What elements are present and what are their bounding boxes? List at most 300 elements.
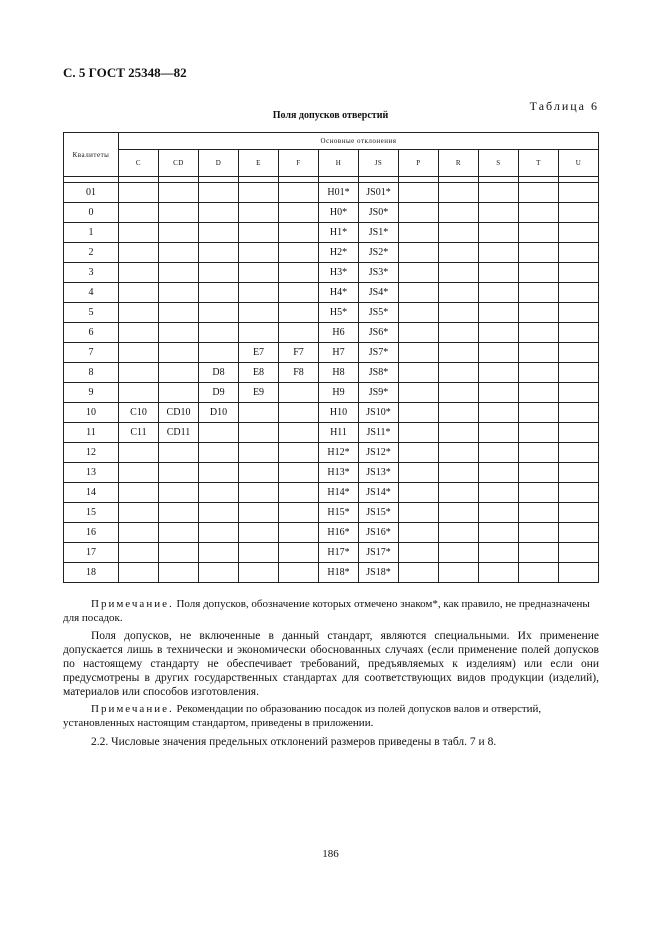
tolerance-cell: H9 [319,383,359,403]
grade-cell: 8 [64,363,119,383]
tolerance-cell: H2* [319,243,359,263]
tolerance-cell [159,243,199,263]
table-row [64,263,599,283]
tolerance-cell [479,183,519,203]
tolerance-cell [559,203,599,223]
grade-cell: 14 [64,483,119,503]
tolerance-cell [479,503,519,523]
tolerance-cell [159,363,199,383]
tolerance-cell [559,283,599,303]
tolerance-cell [479,223,519,243]
tolerance-cell [119,203,159,223]
tolerance-cell [239,483,279,503]
tolerance-cell [159,543,199,563]
tolerance-cell [519,503,559,523]
column-header-r: R [439,150,479,177]
tolerance-cell [279,523,319,543]
tolerance-cell [279,223,319,243]
tolerance-cell [479,523,519,543]
tolerance-cell [399,363,439,383]
tolerance-cell [559,243,599,263]
tolerance-cell: JS15* [359,503,399,523]
tolerance-cell [519,363,559,383]
grade-cell: 10 [64,403,119,423]
tolerance-fields-table [63,132,599,583]
tolerance-cell [119,223,159,243]
tolerance-cell: E9 [239,383,279,403]
table-row [64,183,599,203]
tolerance-cell [439,183,479,203]
tolerance-cell [279,323,319,343]
table-row [64,243,599,263]
tolerance-cell [159,223,199,243]
tolerance-cell: JS1* [359,223,399,243]
tolerance-cell [119,543,159,563]
grade-cell: 17 [64,543,119,563]
tolerance-cell [439,243,479,263]
tolerance-cell [239,503,279,523]
tolerance-cell [239,223,279,243]
tolerance-cell [239,263,279,283]
tolerance-cell [159,283,199,303]
tolerance-cell [239,423,279,443]
tolerance-cell [119,303,159,323]
table-row [64,283,599,303]
tolerance-cell: F7 [279,343,319,363]
tolerance-cell [399,303,439,323]
page-number: 186 [322,848,339,860]
tolerance-cell [279,423,319,443]
tolerance-cell [199,483,239,503]
tolerance-cell [119,283,159,303]
tolerance-cell [399,223,439,243]
tolerance-cell [439,543,479,563]
tolerance-cell [559,463,599,483]
tolerance-cell: JS6* [359,323,399,343]
tolerance-cell [119,463,159,483]
grade-cell: 15 [64,503,119,523]
tolerance-cell [239,183,279,203]
tolerance-cell [239,203,279,223]
tolerance-cell [479,343,519,363]
tolerance-cell [279,463,319,483]
tolerance-cell [279,543,319,563]
tolerance-cell [519,403,559,423]
tolerance-cell [199,343,239,363]
tolerance-cell: H4* [319,283,359,303]
group-header-cell: Основные отклонения [119,133,599,150]
tolerance-cell [559,403,599,423]
note-2 [63,702,599,730]
tolerance-cell [119,523,159,543]
tolerance-cell [239,543,279,563]
tolerance-cell: H11 [319,423,359,443]
tolerance-cell [439,483,479,503]
paragraph-special-fields: Поля допусков, не включенные в данный стандарт, являются специальными. Их применение допускается лишь в технически и экономически обоснованных случаях (если применение полей допусков по настоящему стандарту не обеспечивает требований, предъявляемых к изделиям) или если они предусмотрены в других государственных стандартах для соответствующих видов продукции (изделий), материалов или способов изготовления. [63,630,599,698]
grade-cell: 01 [64,183,119,203]
note-2-label: Примечание. [91,703,174,715]
tolerance-cell [559,343,599,363]
tolerance-cell [399,323,439,343]
tolerance-cell [119,383,159,403]
table-row [64,523,599,543]
tolerance-cell [559,323,599,343]
tolerance-cell [279,403,319,423]
note-1-text: Поля допусков, обозначение которых отмечено знаком*, как правило, не предназначены для посадок. [63,598,590,624]
table-row [64,543,599,563]
tolerance-cell: C10 [119,403,159,423]
table-row [64,203,599,223]
tolerance-cell [439,563,479,583]
grade-cell: 3 [64,263,119,283]
tolerance-cell [519,463,559,483]
column-header-cd: CD [159,150,199,177]
tolerance-cell: H17* [319,543,359,563]
table-caption: Поля допусков отверстий [272,110,389,121]
tolerance-cell [519,563,559,583]
tolerance-cell [399,203,439,223]
tolerance-cell: JS16* [359,523,399,543]
tolerance-cell [559,483,599,503]
tolerance-cell: JS14* [359,483,399,503]
tolerance-cell [519,203,559,223]
tolerance-cell [519,543,559,563]
table-row [64,303,599,323]
grade-cell: 1 [64,223,119,243]
tolerance-cell [519,183,559,203]
tolerance-cell [399,483,439,503]
grade-cell: 12 [64,443,119,463]
tolerance-cell [119,323,159,343]
page-header-title: С. 5 ГОСТ 25348—82 [63,65,187,80]
tolerance-cell [439,263,479,283]
table-row [64,223,599,243]
tolerance-cell: JS17* [359,543,399,563]
table-row [64,363,599,383]
tolerance-cell [439,323,479,343]
tolerance-cell [559,303,599,323]
tolerance-cell [119,343,159,363]
grade-cell: 9 [64,383,119,403]
tolerance-cell [159,323,199,343]
tolerance-cell [399,183,439,203]
tolerance-cell [239,323,279,343]
tolerance-cell [239,283,279,303]
tolerance-cell: JS7* [359,343,399,363]
tolerance-cell: H10 [319,403,359,423]
tolerance-cell [519,443,559,463]
tolerance-cell [559,523,599,543]
tolerance-cell [119,243,159,263]
tolerance-cell: JS13* [359,463,399,483]
tolerance-cell: D10 [199,403,239,423]
tolerance-cell [479,403,519,423]
tolerance-cell [159,183,199,203]
tolerance-cell [559,263,599,283]
tolerance-cell: JS5* [359,303,399,323]
tolerance-cell [159,503,199,523]
column-header-h: H [319,150,359,177]
tolerance-cell: JS8* [359,363,399,383]
tolerance-cell [399,343,439,363]
tolerance-cell [479,203,519,223]
tolerance-cell [479,283,519,303]
tolerance-cell: CD10 [159,403,199,423]
tolerance-cell [519,343,559,363]
tolerance-cell [239,463,279,483]
tolerance-cell [279,443,319,463]
tolerance-cell: H18* [319,563,359,583]
table-row [64,343,599,363]
tolerance-cell [279,243,319,263]
tolerance-cell [439,383,479,403]
tolerance-cell [559,223,599,243]
tolerance-cell [239,243,279,263]
tolerance-cell: JS18* [359,563,399,583]
grade-cell: 18 [64,563,119,583]
tolerance-cell [439,343,479,363]
tolerance-cell [279,503,319,523]
tolerance-cell: H01* [319,183,359,203]
tolerance-cell [199,283,239,303]
tolerance-cell [519,423,559,443]
tolerance-cell [479,443,519,463]
tolerance-cell [399,543,439,563]
tolerance-cell: H3* [319,263,359,283]
column-header-e: E [239,150,279,177]
tolerance-cell: H13* [319,463,359,483]
table-row [64,443,599,463]
tolerance-cell [439,423,479,443]
tolerance-cell: H5* [319,303,359,323]
table-row [64,503,599,523]
tolerance-cell [199,203,239,223]
tolerance-cell [199,503,239,523]
tolerance-cell [159,563,199,583]
tolerance-cell [439,463,479,483]
tolerance-cell [479,543,519,563]
tolerance-cell [199,303,239,323]
tolerance-cell [439,223,479,243]
tolerance-cell [399,283,439,303]
column-header-row [64,150,599,177]
column-header-s: S [479,150,519,177]
tolerance-cell: D9 [199,383,239,403]
tolerance-cell [479,383,519,403]
tolerance-cell [519,523,559,543]
paragraph-2-2: 2.2. Числовые значения предельных отклонений размеров приведены в табл. 7 и 8. [91,736,497,748]
tolerance-cell [519,303,559,323]
tolerance-cell [279,383,319,403]
tolerance-cell [519,243,559,263]
column-header-p: P [399,150,439,177]
tolerance-cell [399,403,439,423]
tolerance-cell [119,563,159,583]
tolerance-cell [479,563,519,583]
tolerance-cell [119,363,159,383]
row-header-cell: Квалитеты [64,133,119,177]
tolerance-cell: JS2* [359,243,399,263]
tolerance-cell [399,423,439,443]
tolerance-cell: JS3* [359,263,399,283]
tolerance-cell [279,563,319,583]
tolerance-cell [159,463,199,483]
tolerance-cell [559,563,599,583]
tolerance-cell [479,323,519,343]
tolerance-cell [559,543,599,563]
tolerance-cell [439,283,479,303]
tolerance-cell [199,243,239,263]
tolerance-cell: JS4* [359,283,399,303]
tolerance-cell [239,303,279,323]
grade-cell: 16 [64,523,119,543]
tolerance-cell [119,183,159,203]
tolerance-cell [239,563,279,583]
tolerance-cell [239,443,279,463]
column-header-d: D [199,150,239,177]
tolerance-cell: H0* [319,203,359,223]
tolerance-cell [239,523,279,543]
tolerance-cell: H15* [319,503,359,523]
tolerance-cell [559,363,599,383]
tolerance-cell [519,263,559,283]
tolerance-cell: H1* [319,223,359,243]
tolerance-cell [279,283,319,303]
tolerance-cell: H16* [319,523,359,543]
grade-cell: 5 [64,303,119,323]
table-body [64,177,599,583]
table-row [64,403,599,423]
tolerance-cell [519,283,559,303]
tolerance-cell: H6 [319,323,359,343]
column-header-f: F [279,150,319,177]
tolerance-cell: CD11 [159,423,199,443]
column-header-c: C [119,150,159,177]
tolerance-cell [199,183,239,203]
tolerance-cell: H12* [319,443,359,463]
tolerance-cell [279,203,319,223]
tolerance-cell [479,463,519,483]
tolerance-cell [439,443,479,463]
tolerance-cell [199,263,239,283]
tolerance-cell: C11 [119,423,159,443]
tolerance-cell [119,443,159,463]
table-number-label: Таблица 6 [529,99,599,113]
table-row [64,483,599,503]
grade-cell: 11 [64,423,119,443]
grade-cell: 4 [64,283,119,303]
column-header-js: JS [359,150,399,177]
tolerance-cell [439,523,479,543]
tolerance-cell [279,483,319,503]
tolerance-cell: JS01* [359,183,399,203]
tolerance-cell [159,343,199,363]
tolerance-cell [159,263,199,283]
note-1-label: Примечание. [91,598,174,610]
grade-cell: 7 [64,343,119,363]
tolerance-cell [159,443,199,463]
tolerance-cell [439,403,479,423]
tolerance-cell [519,323,559,343]
tolerance-cell [159,203,199,223]
tolerance-cell [559,443,599,463]
table-row [64,423,599,443]
table-row [64,463,599,483]
tolerance-cell [479,363,519,383]
tolerance-cell [119,503,159,523]
tolerance-cell [439,503,479,523]
tolerance-cell [199,423,239,443]
tolerance-cell [559,423,599,443]
tolerance-cell [199,523,239,543]
grade-cell: 0 [64,203,119,223]
tolerance-cell [479,303,519,323]
tolerance-cell [199,543,239,563]
tolerance-cell [399,523,439,543]
tolerance-cell [399,463,439,483]
tolerance-cell [479,423,519,443]
tolerance-cell: D8 [199,363,239,383]
tolerance-cell: E8 [239,363,279,383]
tolerance-cell [159,303,199,323]
tolerance-cell [199,223,239,243]
tolerance-cell [159,483,199,503]
grade-cell: 13 [64,463,119,483]
tolerance-cell [479,243,519,263]
note-1 [63,597,599,625]
tolerance-cell [279,263,319,283]
tolerance-cell [559,503,599,523]
tolerance-cell [119,263,159,283]
table-row [64,323,599,343]
tolerance-cell [279,183,319,203]
tolerance-cell [199,443,239,463]
tolerance-cell [399,383,439,403]
tolerance-cell [199,323,239,343]
tolerance-cell: JS0* [359,203,399,223]
tolerance-cell: H14* [319,483,359,503]
tolerance-cell [479,483,519,503]
tolerance-cell [279,303,319,323]
tolerance-cell [119,483,159,503]
column-header-u: U [559,150,599,177]
tolerance-cell [199,463,239,483]
tolerance-cell: E7 [239,343,279,363]
tolerance-cell [159,523,199,543]
column-header-t: T [519,150,559,177]
grade-cell: 6 [64,323,119,343]
tolerance-cell: F8 [279,363,319,383]
tolerance-cell [399,263,439,283]
grade-cell: 2 [64,243,119,263]
tolerance-cell [559,183,599,203]
tolerance-cell: JS12* [359,443,399,463]
tolerance-cell: JS9* [359,383,399,403]
tolerance-cell [399,243,439,263]
tolerance-cell: JS11* [359,423,399,443]
tolerance-cell: H7 [319,343,359,363]
tolerance-cell [199,563,239,583]
tolerance-cell [159,383,199,403]
tolerance-cell [479,263,519,283]
tolerance-cell [439,203,479,223]
table-row [64,383,599,403]
tolerance-cell [519,383,559,403]
tolerance-cell [519,223,559,243]
tolerance-cell [399,563,439,583]
tolerance-cell [439,363,479,383]
tolerance-cell [399,443,439,463]
